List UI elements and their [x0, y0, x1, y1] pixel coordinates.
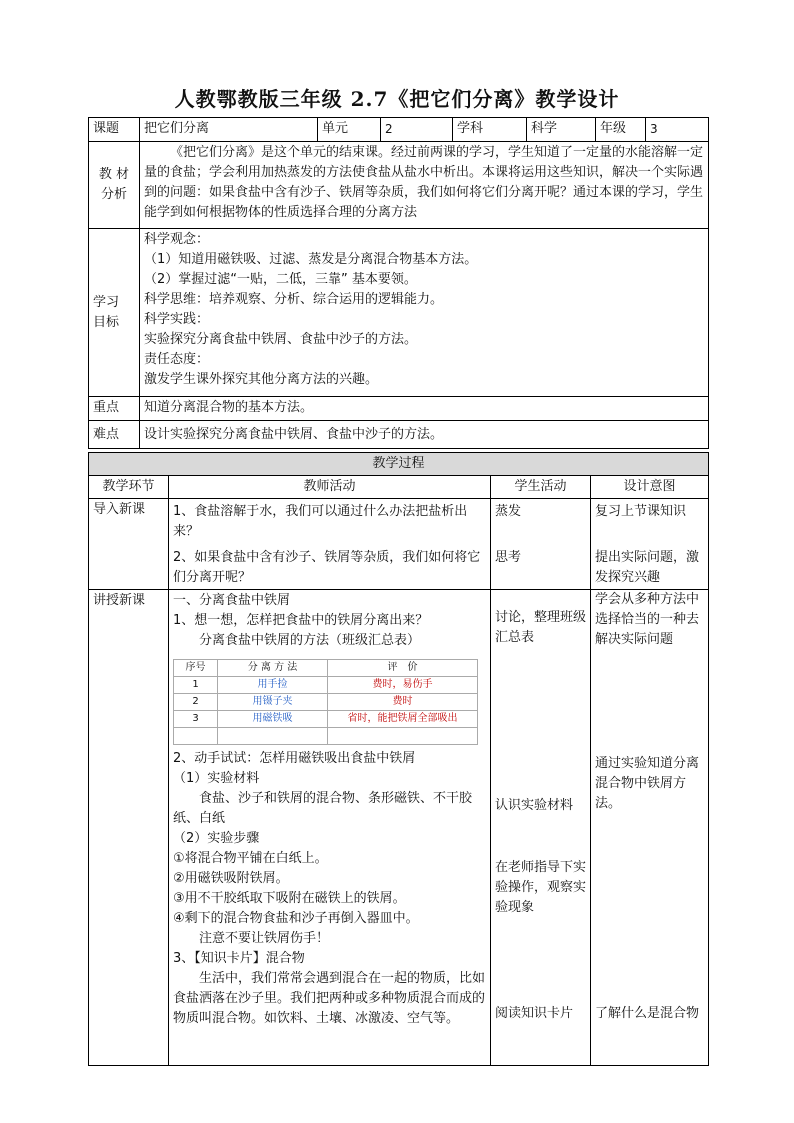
- goal-line: 责任态度：: [144, 352, 210, 367]
- knowledge-card-text: 生活中，我们常常会遇到混合在一起的物质，比如食盐洒落在沙子里。我们把两种或多种物质混合而成的物质叫混合物。如饮料、土壤、冰激凌、空气等。: [173, 971, 486, 1026]
- goal-line: 科学思维：培养观察、分析、综合运用的逻辑能力。: [144, 292, 444, 307]
- section-1-title: 一、分离食盐中铁屑: [173, 593, 291, 608]
- subject-label: 学科: [453, 118, 527, 142]
- difficulty-text: 设计实验探究分离食盐中铁屑、食盐中沙子的方法。: [140, 421, 709, 449]
- stage-intro: 导入新课: [89, 499, 169, 590]
- intro-i1: 复习上节课知识: [595, 504, 687, 519]
- step-item: ③用不干胶纸取下吸附在磁铁上的铁屑。: [173, 891, 406, 906]
- process-table: [88, 452, 709, 1066]
- method-eval: 省时，能把铁屑全部吸出: [328, 711, 478, 728]
- page-title: 人教鄂教版三年级 2.7《把它们分离》教学设计: [174, 87, 620, 111]
- goal-line: （2）掌握过滤“一贴，二低，三靠” 基本要领。: [144, 272, 417, 287]
- lesson-label: 课题: [89, 118, 140, 142]
- stage-teach: 讲授新课: [89, 590, 169, 1066]
- method-eval: 费时，易伤手: [328, 677, 478, 694]
- method-name: 用镊子夹: [218, 694, 328, 711]
- intro-student: [491, 499, 591, 590]
- teach-teacher: [169, 590, 491, 1066]
- method-header-eval: 评 价: [328, 660, 478, 677]
- knowledge-card-title: 3、【知识卡片】混合物: [173, 951, 305, 966]
- intro-q2: 2、如果食盐中含有沙子、铁屑等杂质，我们如何将它们分离开呢？: [173, 550, 481, 585]
- method-name: 用手捡: [218, 677, 328, 694]
- method-header-no: 序号: [174, 660, 218, 677]
- info-table: [88, 117, 709, 449]
- goal-line: 科学观念：: [144, 232, 210, 247]
- unit-label: 单元: [318, 118, 381, 142]
- grade-label: 年级: [596, 118, 646, 142]
- goal-line: 科学实践：: [144, 312, 210, 327]
- key-label: 重点: [89, 397, 140, 421]
- intro-i2: 提出实际问题，激发探究兴趣: [595, 550, 700, 585]
- col-stage: 教学环节: [89, 476, 169, 499]
- method-no: 2: [174, 694, 218, 711]
- method-name: [218, 728, 328, 745]
- intro-q1: 1、食盐溶解于水，我们可以通过什么办法把盐析出来？: [173, 504, 468, 539]
- goals-list: [140, 229, 709, 397]
- student-steps: 在老师指导下实验操作，观察实验现象: [495, 860, 587, 915]
- student-q2: 认识实验材料: [495, 798, 574, 813]
- teach-q1-sub: 分离食盐中铁屑的方法（班级汇总表）: [199, 633, 421, 648]
- method-eval: 费时: [328, 694, 478, 711]
- safety-note: 注意不要让铁屑伤手！: [199, 931, 330, 946]
- goal-line: 激发学生课外探究其他分离方法的兴趣。: [144, 372, 379, 387]
- intro-intent: [591, 499, 709, 590]
- subject-value: 科学: [527, 118, 596, 142]
- intro-s1: 蒸发: [495, 504, 522, 519]
- analysis-text: 《把它们分离》是这个单元的结束课。经过前两课的学习，学生知道了一定量的水能溶解一定量的食盐；学会利用加热蒸发的方法使食盐从盐水中析出。本课将运用这些知识，解决一个实际遇到的问题：如果食盐中含有沙子、铁屑等杂质，我们如何将它们分离开呢？通过本课的学习，学生能学到如何根据物体的性质选择合理的分离方法: [140, 142, 709, 229]
- student-card: 阅读知识卡片: [495, 1006, 574, 1021]
- difficulty-label: 难点: [89, 421, 140, 449]
- col-intent: 设计意图: [591, 476, 709, 499]
- steps-title: （2）实验步骤: [173, 831, 260, 846]
- intent-q2: 通过实验知道分离混合物中铁屑方法。: [595, 756, 700, 811]
- intent-card: 了解什么是混合物: [595, 1006, 700, 1021]
- goal-line: （1）知道用磁铁吸、过滤、蒸发是分离混合物基本方法。: [144, 252, 478, 267]
- teach-intent: [591, 590, 709, 1066]
- intro-teacher: [169, 499, 491, 590]
- step-item: ①将混合物平铺在白纸上。: [173, 851, 328, 866]
- materials-title: （1）实验材料: [173, 771, 260, 786]
- method-header-method: 分 离 方 法: [218, 660, 328, 677]
- process-heading: 教学过程: [89, 453, 709, 476]
- materials-text: 食盐、沙子和铁屑的混合物、条形磁铁、不干胶纸、白纸: [173, 791, 473, 826]
- step-item: ④剩下的混合物食盐和沙子再倒入器皿中。: [173, 911, 419, 926]
- method-eval: [328, 728, 478, 745]
- method-no: [174, 728, 218, 745]
- teach-q2: 2、动手试试：怎样用磁铁吸出食盐中铁屑: [173, 751, 416, 766]
- col-teacher: 教师活动: [169, 476, 491, 499]
- analysis-label: 教 材 分析: [89, 142, 140, 229]
- method-no: 1: [174, 677, 218, 694]
- teach-student: [491, 590, 591, 1066]
- teach-q1: 1、想一想，怎样把食盐中的铁屑分离出来？: [173, 613, 429, 628]
- intent-q1: 学会从多种方法中选择恰当的一种去解决实际问题: [595, 592, 700, 647]
- grade-value: 3: [646, 118, 709, 142]
- student-q1: 讨论，整理班级汇总表: [495, 610, 587, 645]
- goal-line: 实验探究分离食盐中铁屑、食盐中沙子的方法。: [144, 332, 418, 347]
- goals-label: 学习 目标: [89, 229, 140, 397]
- col-student: 学生活动: [491, 476, 591, 499]
- step-item: ②用磁铁吸附铁屑。: [173, 871, 289, 886]
- lesson-value: 把它们分离: [140, 118, 318, 142]
- unit-value: 2: [381, 118, 453, 142]
- method-table: [173, 659, 478, 745]
- method-no: 3: [174, 711, 218, 728]
- key-text: 知道分离混合物的基本方法。: [140, 397, 709, 421]
- method-name: 用磁铁吸: [218, 711, 328, 728]
- intro-s2: 思考: [495, 550, 522, 565]
